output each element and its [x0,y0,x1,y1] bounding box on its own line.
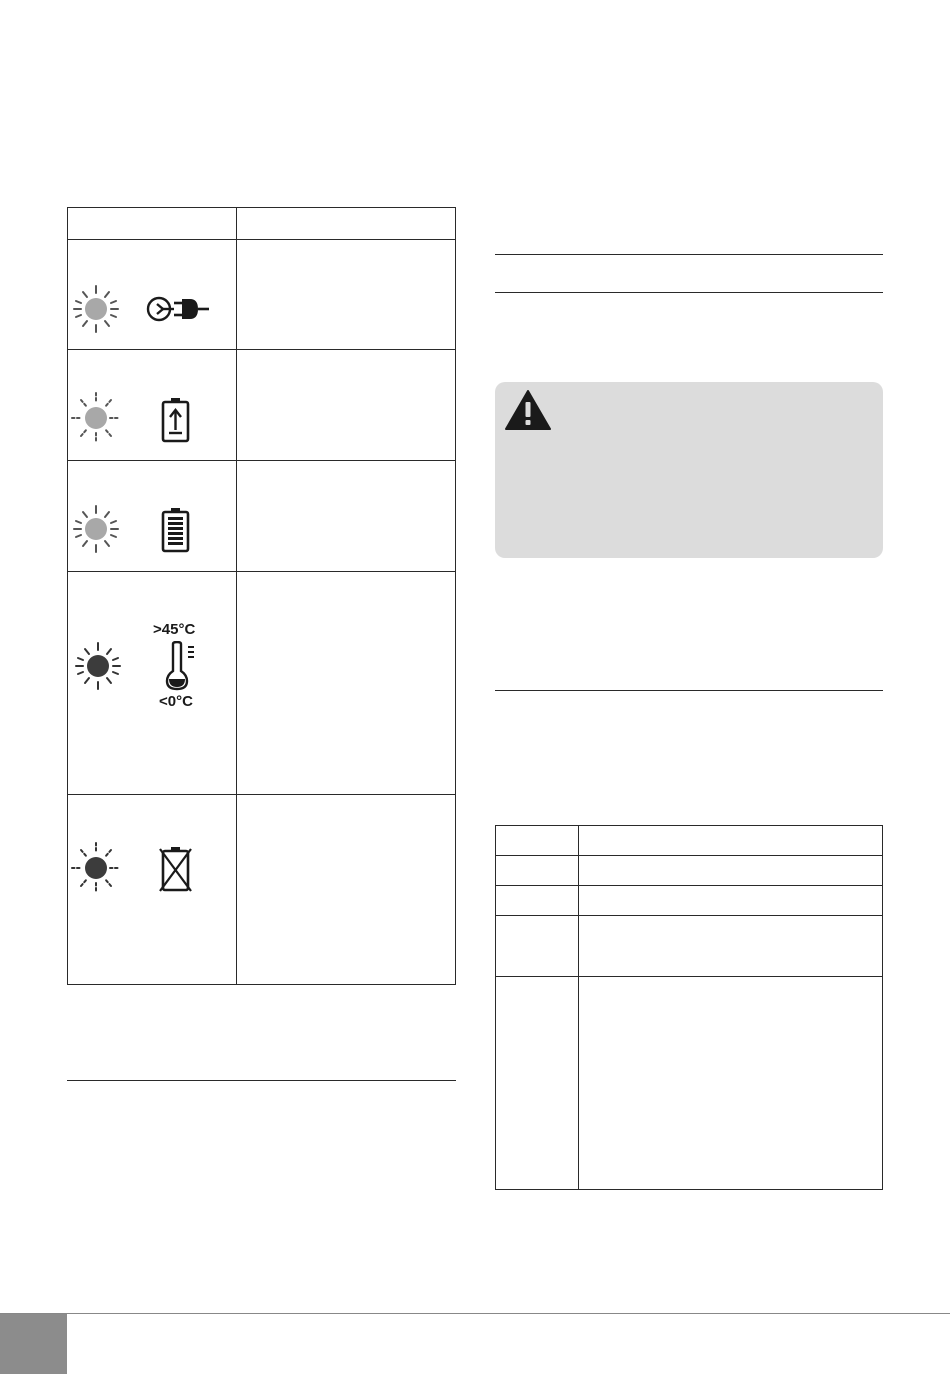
table-row-divider [68,794,455,795]
table-header-divider [68,239,455,240]
section-rule [495,254,883,255]
led-blinking-icon [70,392,126,444]
table-row-divider [68,349,455,350]
table-row-divider [496,885,882,886]
table-row-divider [68,571,455,572]
thermometer-icon [163,641,199,691]
temperature-low-label: <0°C [159,693,193,710]
footer-rule [0,1313,950,1314]
section-rule [67,1080,456,1081]
section-rule [495,292,883,293]
led-steady-icon [70,283,126,335]
temperature-high-label: >45°C [153,621,196,638]
table-column-divider [236,208,237,984]
warning-triangle-icon [504,389,552,431]
section-rule [495,690,883,691]
table-row-divider [68,460,455,461]
led-steady-icon [70,503,126,555]
warning-box [495,382,883,558]
table-row-divider [496,855,882,856]
led-blinking-dark-icon [70,842,126,894]
table-row-divider [496,976,882,977]
table-row-divider [496,915,882,916]
led-steady-dark-icon [72,640,128,692]
table-column-divider [578,826,579,1189]
battery-full-icon [160,506,192,554]
battery-charging-icon [160,396,192,444]
battery-defective-icon [158,845,194,893]
spec-table [495,825,883,1190]
page-number-tab [0,1314,67,1374]
mains-plug-icon [146,293,212,327]
